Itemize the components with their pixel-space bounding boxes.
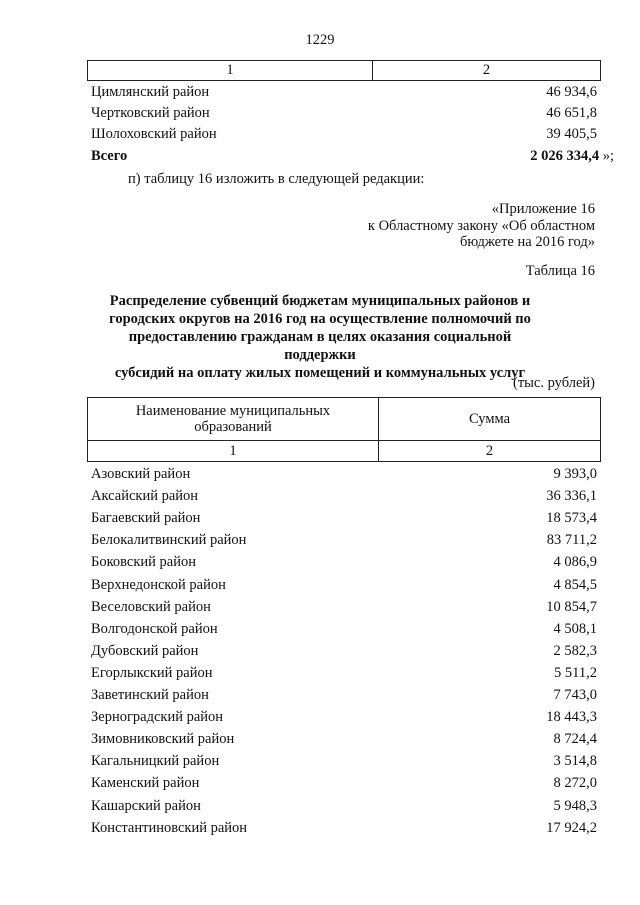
row-name: Кашарский район [91,797,201,814]
table-row [91,729,597,750]
row-name: Веселовский район [91,598,211,615]
row-name: Боковский район [91,554,196,571]
row-name: Багаевский район [91,510,201,527]
table-row [91,796,597,817]
row-value: 8 724,4 [553,731,597,748]
row-name: Зерноградский район [91,709,224,726]
table-row [91,82,597,103]
row-name: Егорлыкский район [91,664,213,681]
total-row [91,146,614,167]
row-name: Заветинский район [91,687,209,703]
table-row [91,103,597,124]
row-name: Дубовский район [91,642,199,659]
table-row [91,575,597,596]
header-name-line: Наименование муниципальных [135,403,331,419]
row-name: Верхнедонской район [91,576,226,593]
total-suffix: »; [599,148,614,164]
row-name: Аксайский район [91,488,199,505]
table-row [91,464,597,485]
row-value: 4 854,5 [553,576,597,593]
prev-table-header [87,60,601,81]
units-label: (тыс. рублей) [513,375,595,391]
table-label: Таблица 16 [525,263,595,279]
table-row [91,751,597,772]
prev-col1-header: 1 [88,61,373,81]
header-name-line: образований [194,419,272,435]
table-row [91,663,597,684]
row-name: Константиновский район [91,819,248,836]
row-name: Азовский район [91,466,191,482]
header-name-cell [88,398,379,441]
table-row [91,818,597,839]
row-value: 4 508,1 [553,620,597,637]
table-row [91,685,597,706]
appendix-line-2: к Областному закону «Об областном [367,218,595,234]
row-name: Шолоховский район [91,126,217,142]
table-row [91,619,597,640]
row-name: Кагальницкий район [91,753,220,770]
title-line: городских округов на 2016 год на осуществление полномочий по [109,311,531,327]
page-number: 1229 [305,32,335,48]
row-name: Цимлянский район [91,84,210,100]
row-name: Зимовниковский район [91,731,235,748]
row-value: 5 511,2 [554,664,597,681]
row-value: 4 086,9 [553,554,597,571]
title-line: предоставлению гражданам в целях оказания социальной поддержки [128,329,512,363]
row-value: 9 393,0 [553,466,597,482]
table-row [91,552,597,573]
prev-col2-header: 2 [373,61,601,81]
appendix-line-3: бюджете на 2016 год» [459,234,595,250]
col2-number: 2 [379,441,601,462]
row-value: 17 924,2 [546,819,597,836]
table-row [91,641,597,662]
table-row [91,597,597,618]
header-sum-cell: Сумма [379,398,601,441]
row-value: 46 934,6 [546,84,597,100]
table-row [91,486,597,507]
appendix-line-1: «Приложение 16 [491,201,595,217]
row-value: 18 573,4 [546,510,597,527]
table-row [91,508,597,529]
title-line: Распределение субвенций бюджетам муниципальных районов и [109,293,531,309]
table-row [91,707,597,728]
table-title [100,292,540,382]
row-value: 2 582,3 [553,642,597,659]
row-name: Волгодонской район [91,620,218,637]
row-value: 3 514,8 [553,753,597,770]
instruction-text: п) таблицу 16 изложить в следующей редакции: [128,171,425,187]
row-value: 5 948,3 [553,797,597,814]
row-value: 18 443,3 [546,709,597,726]
row-name: Каменский район [91,775,200,792]
row-value: 46 651,8 [546,105,597,121]
total-value: 2 026 334,4 [530,148,600,164]
total-label: Всего [91,148,128,164]
row-value: 7 743,0 [553,687,597,703]
table-row [91,773,597,794]
table-row [91,124,597,145]
row-value: 39 405,5 [546,126,597,142]
row-value: 83 711,2 [546,532,597,549]
row-value: 10 854,7 [546,598,597,615]
row-name: Чертковский район [91,105,210,121]
table-row [91,530,597,551]
table-header [87,397,601,462]
row-value: 8 272,0 [553,775,597,792]
col1-number: 1 [88,441,379,462]
row-name: Белокалитвинский район [91,532,247,549]
title-line: субсидий на оплату жилых помещений и коммунальных услуг [114,365,526,381]
row-value: 36 336,1 [546,488,597,505]
